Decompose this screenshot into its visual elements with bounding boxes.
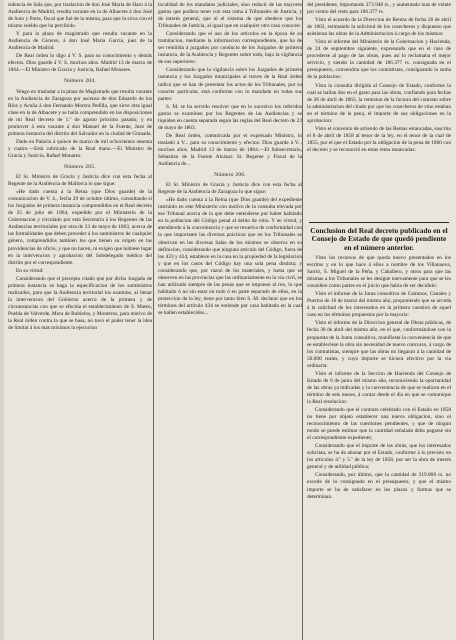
column-3-top (307, 2, 451, 220)
column-2-paragraph: De Real órden, comunicada por el expresado Ministro, lo traslado á V... para su conocimiento y efectos. Dios guarde á V... muchos años. Madrid 13 de marzo de 1864.—El Subsecretario, Sebastian de la Fuente Alcázar. Sr. Regente y Fiscal de la Audiencia de... (158, 132, 302, 168)
column-2-paragraph: «He dado cuenta á la Reina (que Dios guarde) del expediente instruido en este Ministerio con motivo de la consulta elevada por ese Tribunal acerca de la que debe entenderse por haber habitado en la poblacion del Código penal al delito de robo. Y en virtud, y atendiendo á la conveniencia y que se resuelva de conformidad con lo que importante las diversas prácticas que en los Tribunales se observan en las diversas Salas de los mismos se observa en su definicion, considerando que ninguna articulo del Código, fuera de los 433 y 434, establece en la casa en la propiedad de la legislacion y que en los casos del Código hay una sola pena distinta; y considerando que, por razon de los materiales, y hasta que se observen en las provincias que las ordinariamente en la vía civil, se han utilizado siempre de las penas que se imponen al reo, lo que habitado ó no sin estar en todo ó en parte separado de ellos, en la proteccion de la ley, tiene por tanto bien S. M. declarar que en los términos del artículo 434 se entiende por casa habitada en la cual se hallen establecidos... (158, 197, 302, 316)
column-1-paragraph: Dado en Palacio á quince de marzo de mil ochocientos sesenta y cuatro.—Está rubricado de la Real mano.—El Ministro de Gracia y Justicia, Rafael Monares. (8, 138, 152, 159)
section-number-heading: Número 206. (214, 172, 246, 179)
article-title: Conclusion del Real decreto publicado en el Consejo de Estado de que quedó pendiente en el número anterior. (310, 226, 448, 252)
column-3-paragraph: Vista la consulta dirigida al Consejo de Estado, conforme la cual se hallan dos en el gasto para las obras, confiando para fechas de 26 de abril de 1863, la remision de la factura del contrato sobre la administracion del citado por que los cosecheros de vino estaban en el término de la pena, el importe de sus obligaciones en la aprobacion: (307, 82, 451, 124)
column-3-paragraph: Visto el acuerdo de la Direccion de Rentas de fecha 26 de abril de 1862, estimando la solicitud de los cosecheros y dispuesto que asistieran las obras de la Administracion á cargo de los mismos: (307, 17, 451, 38)
column-2-paragraph: El Sr. Ministro de Gracia y Justicia dice con esta fecha al Regente de la Audiencia de Zaragoza lo que sigue: (158, 182, 302, 196)
column-rule-1 (153, 0, 154, 640)
column-3-paragraph: Considerando, por último, que la cantidad de 219.868 rs. no excede de lo consignado en el presupuesto, y que el mismo importe se ha de satisfacer en los plazos y formas que se determinan. (307, 472, 451, 500)
column-3-paragraph: Visto el informe de la Junta consultiva de Caminos, Canales y Puertos de 16 de marzo del mismo año, proponiendo que se acceda á la solicitud de los interesados en la primera cuestion de aquel caso en los términos propuestos por la mayoría: (307, 291, 451, 319)
column-2-paragraph: S. M. se ha servido resolver que en lo sucesivo los referidos gastos se examinen por los Regentes de las Audiencias y se liquiden en cuenta separada segun las reglas del Real decreto de 23 de mayo de 1863. (158, 103, 302, 131)
column-3-bottom (307, 255, 451, 636)
column-1-paragraph: El Sr. Ministro de Gracia y Justicia dice con esta fecha al Regente de la Audiencia de Mallorca lo que sigue: (8, 174, 152, 188)
column-2 (158, 2, 302, 638)
column-3-paragraph: Visto los recursos de que queda nuevo presentados en los escritos y en lo que hace á ellos a nombre de los Villanueva, Sarrió, S. Miguel de la Peña, y Caballero, y otros para que las mismas a los Tribunales se les designe nuevamente para que se les considere como partes en el juicio que había de ser decidido: (307, 255, 451, 290)
column-1-paragraph: De Real órden lo digo á V. S. para su conocimiento y demás efectos. Dios guarde á V. S. muchos años. Madrid 13 de marzo de 1864.—El Ministro de Gracia y Justicia, Rafael Monares. (8, 53, 152, 74)
column-3-paragraph: Visto el convenio de arriendo de las Rentas estancadas, suscrito el 8 de abril de 1858 al tenor de la ley, en el tenor de la cual de 1855, por el que el Estado por la obligacion de la pena de 1860 con el decreto y se reconoció en estas renta estancadas: (307, 125, 451, 153)
column-3-paragraph: Visto el informe de la Seccion de Hacienda del Consejo de Estado de 9 de junio del mismo año, reconociendo la oportunidad de las obras ya indicadas y la conveniencia de que se realicen en el término de seis meses, á contar desde el dia en que se comunique la Real resolucion: (307, 370, 451, 405)
column-3-paragraph: Visto el informe de la Direccion general de Obras públicas, de fecha 30 de abril del mismo año, en el que, conformándose con la propuesta de la Junta consultiva, manifiesta la conveniencia de que se estableciese la obra sin necesidad de nuevo concurso, á cargo de los contratistas, siempre que las obras no llegaran á la cantidad de 50.000 reales, y cuyo importe se hiciera efectivo por la via ordinaria: (307, 320, 451, 369)
column-1-paragraph: «He dado cuenta á la Reina (que Dios guarde) de la comunicacion de V. S., fecha 29 de octubre último, consultando si los Juzgados de primera instancia comprendidos en el Real decreto de 25 de julio de 1864, expedido por el Ministerio de la Gobernacion y circulado por esta Secretaría á los Regentes de las Audiencias territoriales por otra de 23 de mayo de 1863, acerca de las formalidades que deben preceder á los suministros de cualquier género, comprendidos tambien los que tienen su origen en las providencias de oficio, y que no hacen, ni exigen que hubiese lugar en la intervencion y aprobacion del Subdelegado médico del distrito por el correspondiente. (8, 189, 152, 266)
page-binding-edge (0, 0, 4, 640)
column-3-paragraph: Visto el informe del Ministerio de la Gobernacion y Hacienda, de 24 de septiembre siguiente, expresando que en el caso de procederse al pago de las obras, pues así lo reclamaba el mejor servicio, y siendo la cantidad de 186.377 rs. consignada en el presupuesto, convendria que los contratistas, consignando la suma de la poblacion: (307, 39, 451, 81)
section-number-heading: Número 204. (64, 78, 96, 85)
section-divider (309, 222, 449, 223)
column-rule-2 (302, 0, 303, 640)
column-3-paragraph: Considerando que el importe de las obras, que los interesados solicitan, se ha de abonar por el Estado, conforme á lo previsto en los artículos 4.º y 5.º de la ley de 1858, por ser la obra de interés general y de utilidad pública; (307, 443, 451, 471)
section-number-heading: Número 205. (64, 163, 96, 170)
column-1-paragraph: Considerando que el precepto citado que por dicho Juzgado de primera instancia se haga la especificacion de los suministros realizados, para que la Audiencia territorial los examine, al llenar la intervencion del Gobierno acerca de la primera y de circunstancias con que se efectúa el establecimiento de S. Mateo, Puebla de Valverde, Mora de Rubielos, y Monteros, para motivo de la Real órden contra la que se basa, no tuvo el poder tener la idea de limitar á los más mínimos la ejecucion (8, 275, 152, 332)
column-3-paragraph: Considerando que el contrato celebrado con el Estado en 1858 no tiene por objeto establecer una nueva obligacion, sino el reconocimiento de las cuestiones pendientes, y que de ningun modo se puede estimar que la cantidad señalada deba pagarse sin el correspondiente expediente; (307, 406, 451, 442)
column-1 (8, 2, 152, 638)
column-3-paragraph: del presidente, importando 273.948 rs., y aumentado mas de veinte por ciento del resto para 186.377 rs. (307, 2, 451, 16)
column-1-paragraph: Y para la plaza de magistrado que resulta vacante en la Audiencia de Cáceres, á don José María García, juez de la Audiencia de Madrid. (8, 31, 152, 52)
column-1-paragraph: sidencia de Sala que, por traslacion de don José María de Haro á la Audiencia de Madrid, resulta vacante en la de Albacete á don José de Soto y Porte, fiscal que fué de la misma, para que la sirva con el mismo sueldo que ha percibido. (8, 2, 152, 30)
column-2-paragraph: Considerando que el uso de los articulos en la época de su tramitacion, mediante la informacion correspondiente, que ha de ser remitida á juzgados por conducto de los Juzgados de primera instancia, de la Audiencia y Regentes sobre todo, bajo la vigilancia de sus superiores: (158, 31, 302, 66)
column-1-paragraph: En su virtud: (16, 267, 44, 274)
column-2-paragraph: localidad de los mandatos judiciales, sino reducir de las mayores gastos que pudiera tener con esta rama á Tribunales de Justicia, y de interés general, que ni el sistema de que obedece que los Tribunales de Justicia, al igual que en cualquier otro caso conocen: (158, 2, 302, 30)
column-1-paragraph: Vengo en trasladar a la plaza de Magistrado que resulta vacante en la Audiencia de Zaragoza por ascenso de don Eduardo de los Ríos y Acuña á don Fernando Morera Pedilla, que sirve otra igual clase en la de Albacete y se halla comprendido en las disposiciones de mi Real decreto de 1.º de agosto próximo pasado; y en promover á esta vacante á don Manuel de la Fuente, Juez de primera instancia del distrito del Salvador en la ciudad de Granada. (8, 88, 152, 137)
column-2-paragraph: Considerando que la vigilancia sobre los Juzgados de primera instancia y los Juzgados municipales al traves de la Real órden indica que se han de presentar los actos de los Tribunales, por su caracter particular, está conforme con lo mandado en todas sus partes: (158, 67, 302, 102)
